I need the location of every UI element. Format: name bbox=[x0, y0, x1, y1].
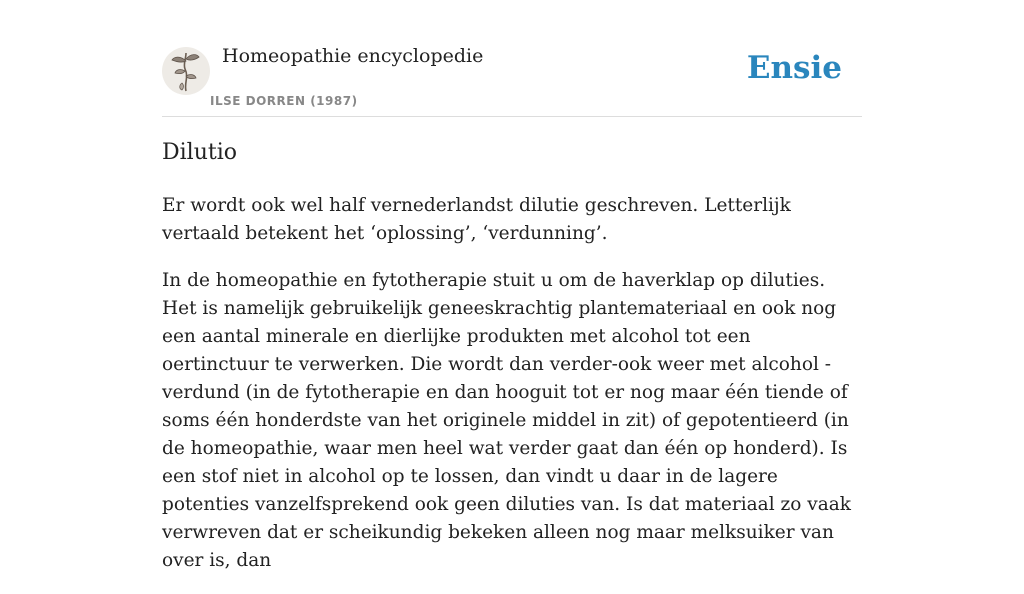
book-header bbox=[162, 42, 862, 117]
entry-paragraph: Er wordt ook wel half vernederlandst dilutie geschreven. Letterlijk vertaald betekent het ‘oplossing’, ‘verdunning’. bbox=[162, 195, 791, 244]
entry-title: Dilutio bbox=[162, 140, 238, 165]
entry-paragraph: In de homeopathie en fytotherapie stuit u om de haverklap op diluties. Het is namelijk gebruikelijk geneeskrachtig plantemateriaal en ook nog een aantal minerale en dierlijke produkten met alcohol tot een oertinctuur te verwerken. Die wordt dan verder-ook weer met alcohol - verdund (in de fytotherapie en dan hooguit tot er nog maar één tiende of soms één honderdste van het originele middel in zit) of gepotentieerd (in de homeopathie, waar men heel wat verder gaat dan één op honderd). Is een stof niet in alcohol op te lossen, dan vindt u daar in de lagere potenties vanzelfsprekend ook geen diluties van. Is dat materiaal zo vaak verwreven dat er scheikundig bekeken alleen nog maar melksuiker van over is, dan bbox=[162, 270, 851, 571]
entry-body bbox=[162, 192, 862, 594]
book-title-link[interactable]: Homeopathie encyclopedie bbox=[222, 45, 484, 67]
book-author: ILSE DORREN (1987) bbox=[210, 94, 358, 108]
ensie-logo-link[interactable]: Ensie bbox=[746, 50, 842, 86]
plant-sketch-icon[interactable] bbox=[162, 47, 210, 95]
